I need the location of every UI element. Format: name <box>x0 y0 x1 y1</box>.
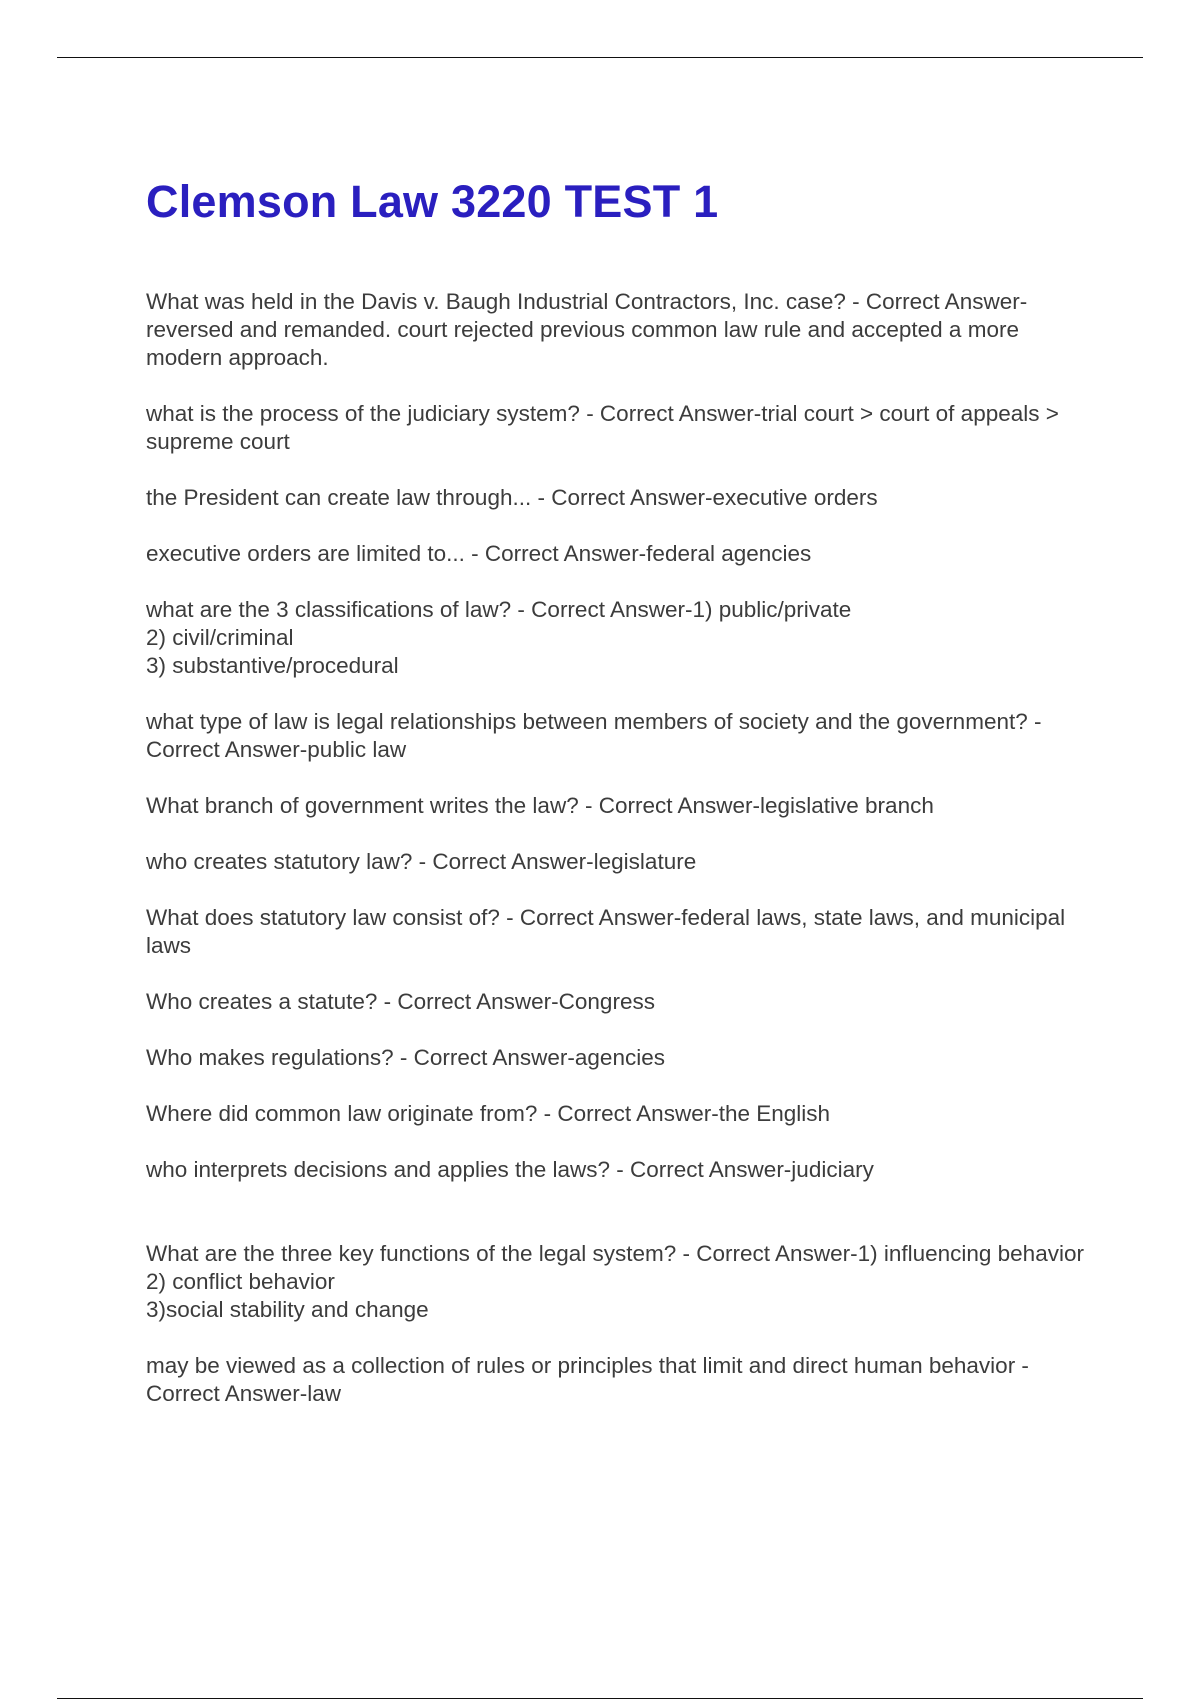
qa-item: what are the 3 classifications of law? - Correct Answer-1) public/private 2) civil/criminal 3) substantive/procedural <box>146 597 852 678</box>
qa-item: Where did common law originate from? - Correct Answer-the English <box>146 1101 831 1126</box>
qa-item: what is the process of the judiciary system? - Correct Answer-trial court > court of appeals > supreme court <box>146 401 1059 454</box>
qa-item: What does statutory law consist of? - Correct Answer-federal laws, state laws, and municipal laws <box>146 905 1066 958</box>
qa-item: may be viewed as a collection of rules or principles that limit and direct human behavior - Correct Answer-law <box>146 1353 1029 1406</box>
qa-item: Who makes regulations? - Correct Answer-agencies <box>146 1045 665 1070</box>
qa-item: What branch of government writes the law? - Correct Answer-legislative branch <box>146 793 934 818</box>
header-rule <box>57 57 1143 58</box>
footer-rule <box>57 1698 1143 1699</box>
qa-item: executive orders are limited to... - Correct Answer-federal agencies <box>146 541 812 566</box>
qa-item: who creates statutory law? - Correct Answer-legislature <box>146 849 697 874</box>
qa-item: who interprets decisions and applies the laws? - Correct Answer-judiciary <box>146 1157 874 1182</box>
qa-item: What are the three key functions of the legal system? - Correct Answer-1) influencing behavior 2) conflict behavior 3)social stability and change <box>146 1241 1084 1322</box>
qa-item: the President can create law through... - Correct Answer-executive orders <box>146 485 878 510</box>
qa-item: What was held in the Davis v. Baugh Industrial Contractors, Inc. case? - Correct Answer-reversed and remanded. court rejected previous common law rule and accepted a more modern approach. <box>146 289 1028 370</box>
document-body <box>146 172 1091 1436</box>
qa-item: Who creates a statute? - Correct Answer-Congress <box>146 989 655 1014</box>
document-title: Clemson Law 3220 TEST 1 <box>146 176 719 227</box>
qa-item: what type of law is legal relationships between members of society and the government? - Correct Answer-public law <box>146 709 1042 762</box>
